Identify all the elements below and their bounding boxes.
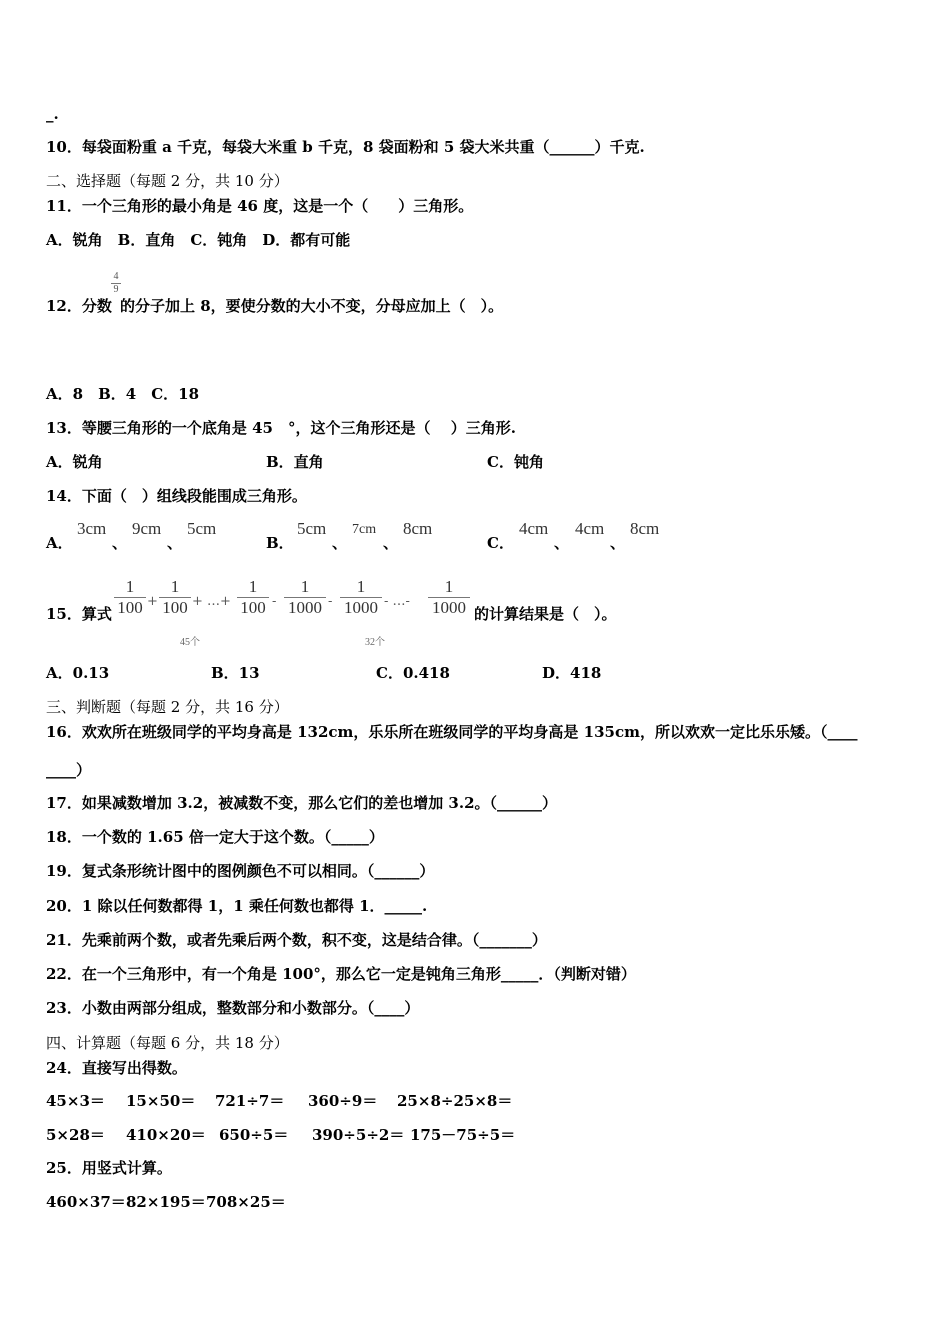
calc-item: 15×50＝ <box>126 1092 196 1110</box>
question-16-line-2: ____） <box>46 761 92 779</box>
question-15-option-d: D．418 <box>542 664 602 682</box>
question-18: 18．一个数的 1.65 倍一定大于这个数。（_____） <box>46 828 384 846</box>
question-22: 22．在一个三角形中，有一个角是 100°，那么它一定是钝角三角形_____．（判断对错） <box>46 965 636 983</box>
segment-length: 4cm <box>575 519 605 538</box>
calc-item: 721÷7＝ <box>215 1092 285 1110</box>
question-17: 17．如果减数增加 3.2，被减数不变，那么它们的差也增加 3.2。（______） <box>46 794 558 812</box>
segment-length: 8cm <box>403 519 433 538</box>
separator: 、 <box>554 534 570 552</box>
fraction-numerator: 4 <box>113 271 119 282</box>
question-14-option-c-label: C． <box>487 534 514 552</box>
calc-item: 5×28＝ <box>46 1126 105 1144</box>
question-15-option-a: A．0.13 <box>46 664 110 682</box>
question-16-line-1: 16．欢欢所在班级同学的平均身高是 132cm，乐乐所在班级同学的平均身高是 135cm，所以欢欢一定比乐乐矮。（____ <box>46 723 858 741</box>
question-23: 23．小数由两部分组成，整数部分和小数部分。（____） <box>46 999 420 1017</box>
ellipsis-plus: + …+ <box>192 594 231 609</box>
question-12-options: A．8 B．4 C．18 <box>46 385 200 403</box>
segment-length: 4cm <box>519 519 549 538</box>
question-20: 20．1 除以任何数都得 1，1 乘任何数也都得 1．_____. <box>46 897 428 915</box>
separator: 、 <box>332 534 348 552</box>
question-12-prefix: 12．分数 <box>46 297 112 315</box>
ellipsis-minus: - …- <box>384 594 410 609</box>
question-21: 21．先乘前两个数，或者先乘后两个数，积不变，这是结合律。（_______） <box>46 931 547 949</box>
segment-length: 7cm <box>352 522 377 537</box>
fraction-numerator: 1 <box>444 577 454 596</box>
calc-item: 650÷5＝ <box>219 1126 289 1144</box>
fraction-denominator: 1000 <box>288 598 322 617</box>
calc-item: 410×20＝ <box>126 1126 206 1144</box>
minus-sign: - <box>328 594 333 609</box>
question-25: 25．用竖式计算。 <box>46 1159 172 1177</box>
fraction-denominator: 100 <box>117 598 143 617</box>
question-15-option-b: B．13 <box>211 664 260 682</box>
section-4-heading: 四、计算题（每题 6 分，共 18 分） <box>46 1034 289 1052</box>
fraction-numerator: 1 <box>248 577 258 596</box>
question-11: 11．一个三角形的最小角是 46 度，这是一个（ ）三角形。 <box>46 197 474 215</box>
separator: 、 <box>167 534 183 552</box>
fraction-numerator: 1 <box>300 577 310 596</box>
segment-length: 8cm <box>630 519 660 538</box>
minus-sign: - <box>272 594 277 609</box>
question-10: 10．每袋面粉重 a 千克，每袋大米重 b 千克，8 袋面粉和 5 袋大米共重（______）千克. <box>46 138 645 156</box>
question-11-options: A．锐角 B．直角 C．钝角 D．都有可能 <box>46 231 351 249</box>
question-12-fraction <box>111 272 121 295</box>
section-3-heading: 三、判断题（每题 2 分，共 16 分） <box>46 698 289 716</box>
fraction-denominator: 100 <box>240 598 266 617</box>
question-13-option-a: A．锐角 <box>46 453 103 471</box>
separator: 、 <box>112 534 128 552</box>
plus-sign: + <box>147 594 158 609</box>
fraction-denominator: 1000 <box>432 598 466 617</box>
count-32-label: 32个 <box>365 637 385 648</box>
question-13-option-c: C．钝角 <box>487 453 544 471</box>
question-13: 13．等腰三角形的一个底角是 45 °，这个三角形还是（ ）三角形. <box>46 419 516 437</box>
separator: 、 <box>383 534 399 552</box>
question-24: 24．直接写出得数。 <box>46 1059 187 1077</box>
calc-item: 25×8÷25×8＝ <box>397 1092 513 1110</box>
question-15-suffix: 的计算结果是（ ）。 <box>474 605 617 623</box>
fraction-denominator: 1000 <box>344 598 378 617</box>
question-14: 14．下面（ ）组线段能围成三角形。 <box>46 487 307 505</box>
calc-item: 460×37＝ <box>46 1193 126 1211</box>
fraction-numerator: 1 <box>125 577 135 596</box>
question-15-option-c: C．0.418 <box>376 664 450 682</box>
question-14-option-a-label: A． <box>46 534 73 552</box>
question-12-suffix: 的分子加上 8，要使分数的大小不变，分母应加上（ ）。 <box>120 297 504 315</box>
calc-item: 82×195＝ <box>126 1193 206 1211</box>
section-2-heading: 二、选择题（每题 2 分，共 10 分） <box>46 172 289 190</box>
segment-length: 5cm <box>297 519 327 538</box>
fraction-numerator: 1 <box>356 577 366 596</box>
fraction-1-over-1000 <box>284 578 326 617</box>
fraction-denominator: 100 <box>162 598 188 617</box>
segment-length: 3cm <box>77 519 107 538</box>
fraction-1-over-100 <box>159 578 191 617</box>
question-19: 19．复式条形统计图中的图例颜色不可以相同。（______） <box>46 862 435 880</box>
question-14-option-b-label: B． <box>266 534 294 552</box>
calc-item: 708×25＝ <box>206 1193 286 1211</box>
calc-item: 45×3＝ <box>46 1092 105 1110</box>
fraction-numerator: 1 <box>170 577 180 596</box>
fraction-1-over-100 <box>237 578 269 617</box>
calc-item: 175－75÷5＝ <box>410 1126 516 1144</box>
fraction-denominator: 9 <box>113 284 119 295</box>
fraction-1-over-100 <box>114 578 146 617</box>
fraction-1-over-1000 <box>340 578 382 617</box>
segment-length: 9cm <box>132 519 162 538</box>
count-45-label: 45个 <box>180 637 200 648</box>
question-15-prefix: 15．算式 <box>46 605 112 623</box>
separator: 、 <box>610 534 626 552</box>
fraction-1-over-1000 <box>428 578 470 617</box>
segment-length: 5cm <box>187 519 217 538</box>
calc-item: 390÷5÷2＝ <box>312 1126 405 1144</box>
question-13-option-b: B．直角 <box>266 453 324 471</box>
top-fragment: _. <box>46 105 59 123</box>
calc-item: 360÷9＝ <box>308 1092 378 1110</box>
